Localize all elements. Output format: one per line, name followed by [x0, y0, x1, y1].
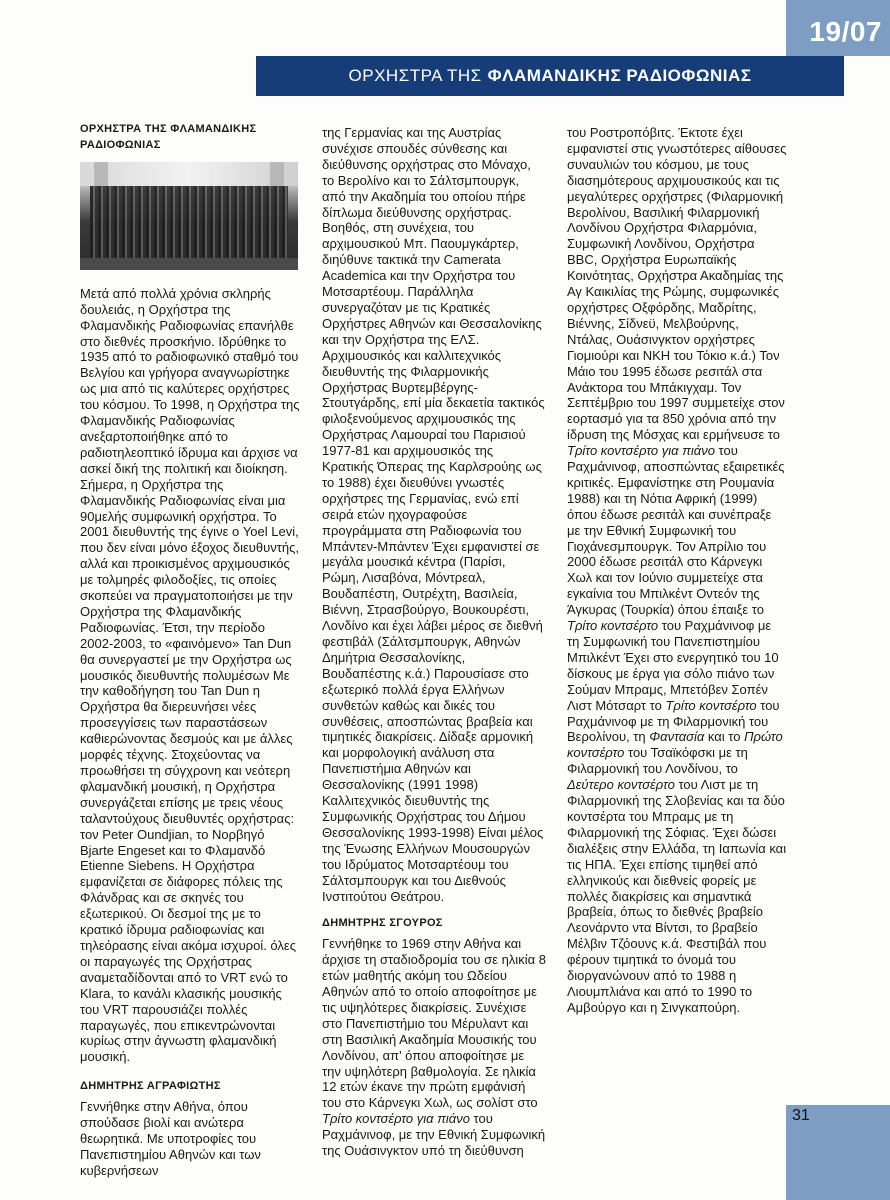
agrafiotis-text-cont: της Γερμανίας και της Αυστρίας συνέχισε σπουδές σύνθεσης και διεύθυνσης ορχήστρας στο Μόναχο, το Βερολίνο και το Σάλτσμπουργκ, από την Ακαδημία του οποίου πήρε δίπλωμα διεύθυνσης ορχήστρας. Βοηθός, στη συνέχεια, του αρχιμουσικού Μπ. Παουμγκάρτερ, διηύθυνε τακτικά την Camerata Academica και την Ορχήστρα του Μοτσαρτέουμ. Παράλληλα συνεργαζόταν με τις Κρατικές Ορχήστρες Αθηνών και Θεσσαλονίκης και την Ορχήστρα της ΕΛΣ. Αρχιμουσικός και καλλιτεχνικός διευθυντής της Φιλαρμονικής Ορχήστρας Βυρτεμβέργης-Στουτγάρδης, επί μία δεκαετία τακτικός φιλοξενούμενος αρχιμουσικός της Ορχήστρας Λαμουραί του Παρισιού 1977-81 και αρχιμουσικός της Κρατικής Όπερας της Καρλσρούης ως το 1988) έχει διευθύνει γνωστές ορχήστρες της Γερμανίας, ενώ επί σειρά ετών ηχογραφούσε προγράμματα στη Ραδιοφωνία του Μπάντεν-Μπάντεν Έχει εμφανιστεί σε μεγάλα μουσικά κέντρα (Παρίσι, Ρώμη, Λισαβόνα, Μόντρεαλ, Βουδαπέστη, Ουτρέχτη, Βασιλεία, Βιέννη, Στρασβούργο, Βουκουρέστι, Λονδίνο και έχει λάβει μέρος σε διεθνή φεστιβάλ (Σάλτσμπουργκ, Αθηνών Δημήτρια Θεσσαλονίκης, Βουδαπέστης κ.ά.) Παρουσίασε στο εξωτερικό πολλά έργα Ελλήνων συνθετών καθώς και δικές του συνθέσεις, αποσπώντας βραβεία και τιμητικές διακρίσεις. Δίδαξε αρμονική και μορφολογική ανάλυση στα Πανεπιστήμια Αθηνών και Θεσσαλονίκης (1991 1998) Καλλιτεχνικός διευθυντής της Συμφωνικής Ορχήστρας του Δήμου Θεσσαλονίκης 1993-1998) Είναι μέλος της Ένωσης Ελλήνων Μουσουργών του Ιδρύματος Μοτσαρτέουμ του Σάλτσμπουργκ και του Διεθνούς Ινστιτούτου Θεάτρου.: [322, 125, 545, 904]
header-title-regular: ΟΡΧΗΣΤΡΑ ΤΗΣ: [348, 66, 482, 85]
page-tab-top: [786, 0, 890, 56]
column-2: [322, 125, 546, 1159]
issue-number: 19/07: [809, 16, 882, 47]
agrafiotis-text-start: Γεννήθηκε στην Αθήνα, όπου σπούδασε βιολί και ανώτερα θεωρητικά. Με υποτροφίες του Πανεπιστημίου Αθηνών και των κυβερνήσεων: [80, 1099, 261, 1178]
column-3: [567, 125, 787, 1016]
sgouros-text-start: Γεννήθηκε το 1969 στην Αθήνα και άρχισε τη σταδιοδρομία του σε ηλικία 8 ετών μαθητής ακόμη του Ωδείου Αθηνών από το οποίο αποφοίτησε με τις υψηλότερες διακρίσεις. Συνέχισε στο Πανεπιστήμιο του Μέρυλαντ και στη Βασιλική Ακαδημία Μουσικής του Λονδίνου, απ' όπου αποφοίτησε με την υψηλότερη βαθμολογία. Σε ηλικία 12 ετών έκανε την πρώτη εμφάνισή του στο Κάρνεγκι Χωλ, ως σολίστ στο Τρίτο κοντσέρτο για πιάνο του Ραχμάνινοφ, με την Εθνική Συμφωνική της Ουάσινγκτον υπό τη διεύθυνση: [322, 936, 546, 1159]
column-1: [80, 122, 300, 1179]
orchestra-photo: [80, 162, 298, 270]
header-title-bold: ΦΛΑΜΑΝΔΙΚΗΣ ΡΑΔΙΟΦΩΝΙΑΣ: [487, 66, 752, 85]
page-tab-bottom: [786, 1105, 890, 1200]
section-title-agrafiotis: ΔΗΜΗΤΡΗΣ ΑΓΡΑΦΙΩΤΗΣ: [80, 1080, 221, 1093]
sgouros-text-cont: του Ροστροπόβιτς. Έκτοτε έχει εμφανιστεί στις γνωστότερες αίθουσες συναυλιών του κόσμου, με τους διασημότερους αρχιμουσικούς και τις μεγαλύτερες ορχήστρες (Φιλαρμονική Βερολίνου, Βασιλική Φιλαρμονική Λονδίνου Ορχήστρα Φιλαρμόνια, Συμφωνική Λονδίνου, Ορχήστρα BBC, Ορχήστρα Ευρωπαϊκής Κοινότητας, Ορχήστρα Ακαδημίας της Αγ Καικιλίας της Ρώμης, συμφωνικές ορχήστρες Οξφόρδης, Μαδρίτης, Βιέννης, Σίδνεϋ, Μελβούρνης, Ντάλας, Ουάσινγκτον ορχήστρες Γιομιούρι και ΝΚΗ του Τόκιο κ.ά.) Τον Μάιο του 1995 έδωσε ρεσιτάλ στα Ανάκτορα του Μπάκιγχαμ. Τον Σεπτέμβριο του 1997 συμμετείχε στον εορτασμό για τα 850 χρόνια από την ίδρυση της Μόσχας και ερμήνευσε το Τρίτο κοντσέρτο για πιάνο του Ραχμάνινοφ, αποσπώντας εξαιρετικές κριτικές. Εμφανίστηκε στη Ρουμανία 1988) και τη Νότια Αφρική (1999) όπου έδωσε ρεσιτάλ και συνέπραξε με την Εθνική Συμφωνική του Γιοχάνεσμπουργκ. Τον Απρίλιο του 2000 έδωσε ρεσιτάλ στο Κάρνεγκι Χωλ και τον Ιούνιο συμμετείχε στα εγκαίνια του Μπιλκέντ Οντεόν της Άγκυρας (Τουρκία) όπου έπαιξε το Τρίτο κοντσέρτο του Ραχμάνινοφ με τη Συμφωνική του Πανεπιστημίου Μπιλκέντ Έχει στο ενεργητικό του 10 δίσκους με έργα για σόλο πιάνο των Σούμαν Μπραμς, Μπετόβεν Σοπέν Λιστ Μότσαρτ το Τρίτο κοντσέρτο του Ραχμάνινοφ με τη Φιλαρμονική του Βερολίνου, τη Φαντασία και το Πρώτο κοντσέρτο του Τσαϊκόφσκι με τη Φιλαρμονική του Λονδίνου, το Δεύτερο κοντσέρτο του Λιστ με τη Φιλαρμονική της Σλοβενίας και τα δύο κοντσέρτα του Μπραμς με τη Φιλαρμονική της Σόφιας. Έχει δώσει διαλέξεις στην Ελλάδα, τη Ιαπωνία και τις ΗΠΑ. Έχει επίσης τιμηθεί από ελληνικούς και διεθνείς φορείς με πολλές διακρίσεις και σημαντικά βραβεία, όπως το διεθνές βραβείο Λεονάρντο ντα Βίντσι, το βραβείο Μέλβιν Τζόουνς κ.ά. Φεστιβάλ που φέρουν τιμητικά το όνομά του διοργανώνουν από το 1988 η Λιουμπλιάνα και από το 1990 το Αμβούργο και η Σινγκαπούρη.: [567, 125, 787, 1015]
section-title-sgouros: ΔΗΜΗΤΡΗΣ ΣΓΟΥΡΟΣ: [322, 917, 443, 930]
page-number: 31: [792, 1107, 810, 1124]
section-title-orchestra: ΟΡΧΗΣΤΡΑ ΤΗΣ ΦΛΑΜΑΝΔΙΚΗΣ ΡΑΔΙΟΦΩΝΙΑΣ: [80, 123, 257, 151]
section-header-bar: [256, 56, 844, 96]
orchestra-text: Μετά από πολλά χρόνια σκληρής δουλειάς, η Ορχήστρα της Φλαμανδικής Ραδιοφωνίας επανήλθε στο διεθνές προσκήνιο. Ιδρύθηκε το 1935 από το ραδιοφωνικό σταθμό του Βελγίου και γρήγορα αναγνωρίστηκε ως μια από τις καλύτερες ορχήστρες του κόσμου. Το 1998, η Ορχήστρα της Φλαμανδικής Ραδιοφωνίας ανεξαρτοποιήθηκε από το ραδιοτηλεοπτικό ίδρυμα και άρχισε να ασκεί δική της πολιτική και διοίκηση. Σήμερα, η Ορχήστρα της Φλαμανδικής Ραδιοφωνίας είναι μια 90μελής συμφωνική ορχήστρα. Το 2001 διευθυντής της έγινε ο Yoel Levi, που δεν είναι μόνο έξοχος διευθυντής, αλλά και προικισμένος αρχιμουσικός με τολμηρές φιλοδοξίες, τις οποίες σκοπεύει να πραγματοποιήσει με την Ορχήστρα της Φλαμανδικής Ραδιοφωνίας. Έτσι, την περίοδο 2002-2003, το «φαινόμενο» Tan Dun θα συνεργαστεί με την Ορχήστρα ως μουσικός διευθυντής πολυμέσων Με την καθοδήγηση του Tan Dun η Ορχήστρα θα διερευνήσει νέες προσεγγίσεις των παραστάσεων καθιερώνοντας δεσμούς και με άλλες μορφές τέχνης. Στοχεύοντας να προωθήσει τη σύγχρονη και νεότερη φλαμανδική μουσική, η Ορχήστρα συνεργάζεται επίσης με τρεις νέους ταλαντούχους διευθυντές ορχήστρας: τον Peter Oundjian, το Νορβηγό Bjarte Engeset και το Φλαμανδό Etienne Siebens. Η Ορχήστρα εμφανίζεται σε διάφορες πόλεις της Φλάνδρας και σε σκηνές του εξωτερικού. Οι δεσμοί της με το κρατικό ίδρυμα ραδιοφωνίας και τηλεόρασης είναι ακόμα ισχυροί. όλες οι παραγωγές της Ορχήστρας αναμεταδίδονται από το VRT ενώ το Klara, το κανάλι κλασικής μουσικής του VRT παρουσιάζει πολλές παραγωγές, που επικεντρώνονται κυρίως στην άγνωστη φλαμανδική μουσική.: [80, 285, 300, 1065]
